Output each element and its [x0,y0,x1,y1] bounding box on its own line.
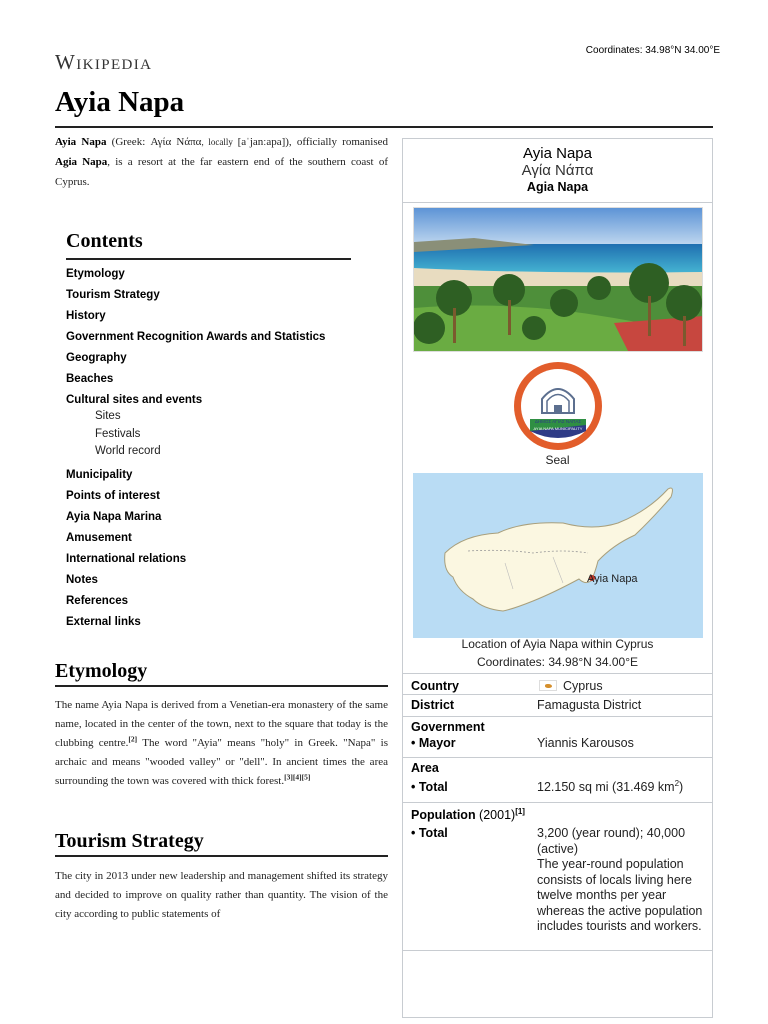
beach-photo[interactable] [413,207,703,352]
toc-item-notes[interactable]: Notes [66,573,98,586]
toc-list [66,266,351,635]
wikipedia-logo[interactable]: Wikipedia [55,50,153,74]
municipality-seal-image[interactable] [508,361,608,451]
lede-end: , is a resort at the far eastern end of the southern coast of Cyprus. [55,156,388,188]
etymology-paragraph [55,696,388,791]
toc-sublist [95,408,351,461]
toc-item-cultural-sites [66,392,351,461]
toc-title: Contents [66,230,143,252]
seal-text-greek: ΔΗΜΟΣ ΑΓΙΑΣ ΝΑΠΑΣ [534,419,581,424]
lede-greek-prefix: (Greek: [106,136,151,148]
infobox-header [403,139,712,203]
country-value [537,679,705,695]
lede-paragraph [55,132,388,192]
header-coordinates[interactable]: Coordinates: 34.98°N 34.00°E [585,45,720,56]
cyprus-flag-icon [539,680,557,691]
population-label-text: Population [411,808,476,822]
lede-bold-name: Ayia Napa [55,136,107,148]
toc-subitem-sites[interactable]: Sites [95,410,121,422]
toc-item-beaches[interactable]: Beaches [66,373,114,385]
area-total-value [537,780,705,796]
country-link[interactable]: Cyprus [563,679,603,693]
mayor-label: • Mayor [411,736,456,750]
lede-mid: ), officially romanised [285,136,389,148]
toc-item-geography[interactable]: Geography [66,352,127,364]
seal-block [403,361,712,469]
location-map[interactable] [413,473,703,638]
etymology-text-1: The name Ayia Napa is derived from a Venetian-era monastery of the same name, located in the center of the town, next to the square that today is the clubbing centre. [55,699,388,749]
toc-item-references[interactable]: References [66,594,129,607]
citation-ref-3-5[interactable]: [3][4][5] [284,772,311,782]
pop-total-label: • Total [411,826,448,840]
lede-locally: , locally [201,137,238,147]
pop-total-note: The year-round population consists of locals living here twelve months per year whereas the active population includes tourists and workers. [537,857,703,933]
map-coordinates[interactable]: Coordinates: 34.98°N 34.00°E [476,655,639,669]
toc-divider [66,258,351,260]
area-close-paren: ) [679,780,684,794]
title-divider [55,126,713,128]
toc-item-government-awards[interactable]: Government Recognition Awards and Statistics [66,331,326,343]
infobox-table [403,673,712,954]
lede-greek: Αγία Νάπα [150,136,202,148]
toc-item-tourism-strategy[interactable]: Tourism Strategy [66,289,160,301]
area-total-text: 12.150 sq mi (31.469 km [537,780,675,794]
table-of-contents [66,230,351,635]
beach-photo-image [414,208,703,352]
section-heading-etymology: Etymology [55,660,388,687]
row-area [403,757,712,775]
row-divider-bottom [403,950,712,954]
seal-text-english: AYIA NAPA MUNICIPALITY [533,426,582,431]
area-superscript: 2 [674,778,680,788]
row-mayor [403,734,712,757]
citation-ref-2[interactable]: [2] [128,734,138,744]
map-marker-label: Ayia Napa [587,573,638,585]
toc-item-points-of-interest[interactable]: Points of interest [66,489,160,502]
seal-caption: Seal [545,453,570,467]
row-population [403,802,712,820]
district-value[interactable]: Famagusta District [537,698,642,712]
toc-item-history[interactable]: History [66,310,106,322]
area-total-label: • Total [411,780,448,794]
lede-ipa[interactable]: [aˈjanːapa] [237,136,286,148]
toc-item-external-links[interactable]: External links [66,615,141,628]
tourism-paragraph: The city in 2013 under new leadership and management shifted its strategy and decided to improve on quality rather than quantity. The vision of the city according to public statements of [55,870,388,920]
pop-total-value [537,826,705,935]
toc-item-etymology[interactable]: Etymology [66,268,125,280]
population-citation[interactable]: [1] [515,806,525,816]
row-population-total [403,820,712,950]
row-district [403,694,712,716]
country-label: Country [411,679,459,693]
infobox-native-name: Αγία Νάπα [521,162,594,179]
toc-subitem-world-record[interactable]: World record [95,445,161,457]
mayor-value[interactable]: Yiannis Karousos [537,736,634,750]
lede-official-name: Agia Napa [55,156,108,168]
population-year: (2001) [475,808,516,822]
row-country [403,673,712,694]
row-government [403,716,712,734]
page-title: Ayia Napa [55,86,185,118]
infobox-latin-name: Agia Napa [526,180,589,194]
infobox [402,138,713,1018]
pop-total-figures: 3,200 (year round); 40,000 (active) [537,826,686,856]
toc-item-amusement[interactable]: Amusement [66,531,132,544]
toc-item-marina[interactable]: Ayia Napa Marina [66,510,162,523]
district-label: District [411,698,455,712]
section-heading-tourism-strategy: Tourism Strategy [55,830,388,857]
row-area-total [403,775,712,802]
toc-item-international-relations[interactable]: International relations [66,552,187,565]
area-label: Area [411,761,439,775]
toc-item-cultural-sites-label[interactable]: Cultural sites and events [66,394,203,406]
toc-subitem-festivals[interactable]: Festivals [95,427,141,440]
etymology-text-2: The word "Ayia" means "holy" in Greek. "Napa" is archaic and means "wooded valley" or "dell". In ancient times the area surrounding the town was covered with thick forest. [55,737,388,787]
cyprus-map-image [413,473,703,638]
map-caption: Location of Ayia Napa within Cyprus [461,637,654,651]
toc-item-municipality[interactable]: Municipality [66,468,133,481]
infobox-name: Ayia Napa [523,145,592,162]
government-label: Government [411,720,485,734]
